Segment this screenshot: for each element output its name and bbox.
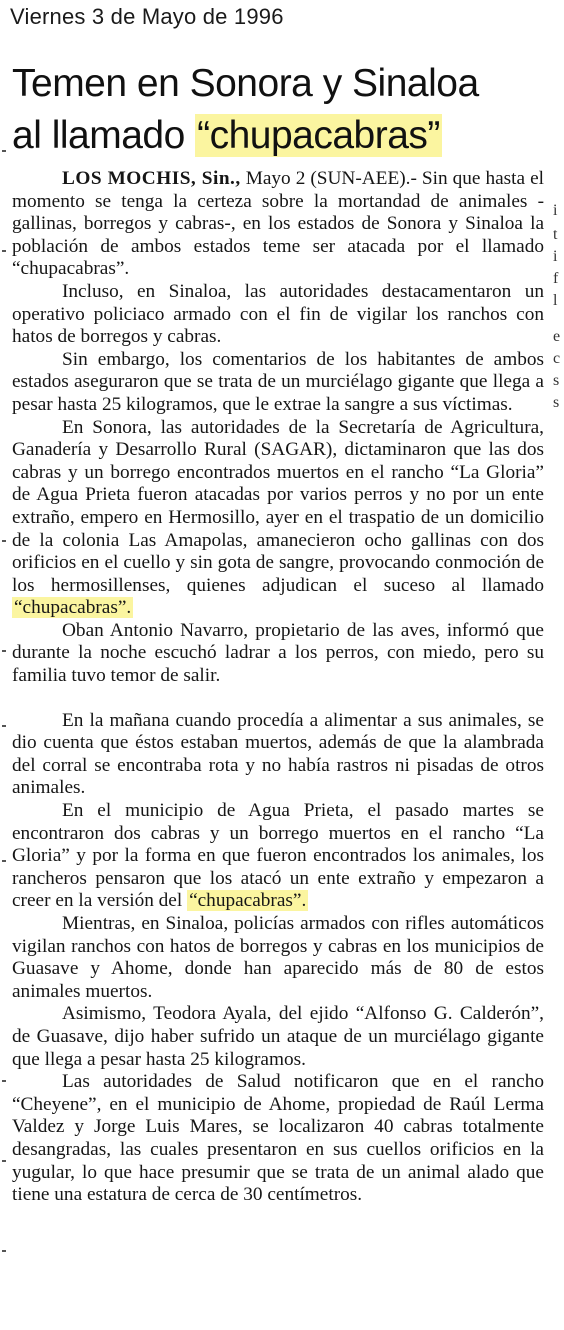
highlight-chupacabras: “chupacabras”. [189, 890, 307, 912]
dateline: Viernes 3 de Mayo de 1996 [10, 4, 284, 29]
paragraph-text: En el municipio de Agua Prieta, el pasado martes se encontraron dos cabras y un borrego muertos en el rancho “La Gloria” y por la forma en que fueron encontrados los animales, los rancheros pensaron que los atacó un ente extraño y empezaron a creer en la versión del [12, 800, 544, 912]
paragraph: Sin embargo, los comentarios de los habitantes de ambos estados aseguraron que se trata de un murciélago gigante que llega a pesar hasta 25 kilogramos, que le extrae la sangre a sus víctimas. [12, 348, 544, 415]
paragraph-lead [12, 168, 544, 281]
headline-line-1: Temen en Sonora y Sinaloa [12, 62, 479, 105]
margin-fragment: l [553, 292, 558, 309]
paragraph: Incluso, en Sinaloa, las autoridades destacamentaron un operativo policiaco armado con el fin de vigilar los ranchos con hatos de borregos y cabras. [12, 280, 544, 348]
article-body [12, 168, 544, 1207]
lead-text: Mayo 2 (SUN-AEE).- Sin que hasta el momento se tenga la certeza sobre la mortandad de animales -gallinas, borregos y cabras-, en los estados de Sonora y Sinaloa la población de ambos estados teme ser atacada por el llamado “chupacabras”. [12, 168, 544, 280]
adjacent-column-fragments [553, 190, 564, 1330]
margin-fragment: s [553, 372, 560, 389]
paragraph: En la mañana cuando procedía a alimentar a sus animales, se dio cuenta que éstos estaban muertos, además de que la alambrada del corral se encontraba rota y no había rastros ni pisadas de otros animales. [12, 709, 544, 799]
paragraph-text: En Sonora, las autoridades de la Secretaría de Agricultura, Ganadería y Desarrollo Rural (SAGAR), dictaminaron que las dos cabras y un borrego encontrados muertos en el rancho “La Gloria” de Agua Prieta fueron atacadas por varios perros y no por un ente extraño, empero en Hermosillo, ayer en el traspatio de un domicilio de la colonia Las Amapolas, amanecieron ocho gallinas con dos orificios en el cuello y sin gota de sangre, provocando conmoción de los hermosillenses, quienes adjudican el suceso al llamado [12, 416, 544, 596]
margin-fragment: e [553, 328, 561, 345]
margin-fragment: i [553, 202, 558, 219]
headline-line-2-prefix: al llamado [12, 114, 196, 157]
scan-edge-marks [0, 150, 8, 1330]
headline [12, 58, 552, 162]
margin-fragment: c [553, 350, 561, 367]
margin-fragment: t [553, 226, 558, 243]
margin-fragment: i [553, 248, 558, 265]
paragraph [12, 417, 544, 620]
headline-highlight: “chupacabras” [197, 114, 440, 157]
paragraph: Oban Antonio Navarro, propietario de las aves, informó que durante la noche escuchó ladrar a los perros, con miedo, pero su familia tuvo temor de salir. [12, 619, 544, 687]
paragraph: Las autoridades de Salud notificaron que en el rancho “Cheyene”, en el municipio de Ahome, propiedad de Raúl Lerma Valdez y Jorge Luis Mares, se localizaron 40 cabras totalmente desangradas, las cuales presentaron en sus cuellos orificios en la yugular, lo que hace presumir que se trata de un animal alado que tiene una estatura de cerca de 30 centímetros. [12, 1071, 544, 1206]
highlight-chupacabras: “chupacabras”. [14, 597, 132, 619]
paragraph: Mientras, en Sinaloa, policías armados con rifles automáticos vigilan ranchos con hatos de borregos y cabras en los municipios de Guasave y Ahome, donde han aparecido más de 80 de estos animales muertos. [12, 913, 544, 1002]
paragraph [12, 800, 544, 913]
paragraph: Asimismo, Teodora Ayala, del ejido “Alfonso G. Calderón”, de Guasave, dijo haber sufrido un ataque de un murciélago gigante que llega a pesar hasta 25 kilogramos. [12, 1003, 544, 1070]
margin-fragment: s [553, 394, 560, 411]
margin-fragment: f [553, 270, 559, 287]
lead-place: LOS MOCHIS, Sin., [62, 168, 241, 189]
